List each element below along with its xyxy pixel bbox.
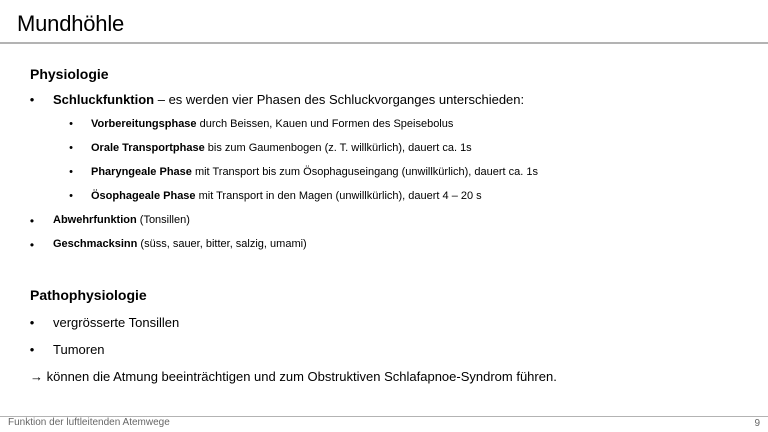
page-number: 9 [754, 418, 760, 429]
phase-term: Orale Transportphase [91, 142, 205, 154]
swallow-function-term: Schluckfunktion [53, 92, 155, 107]
phase-term: Vorbereitungsphase [91, 118, 197, 130]
defense-function-text: (Tonsillen) [136, 214, 190, 226]
pathology-item-text: Tumoren [53, 342, 105, 357]
bullet-marker: • [69, 166, 73, 178]
slide-title: Mundhöhle [17, 11, 125, 36]
phase-term: Ösophageale Phase [91, 190, 196, 202]
conclusion-line [30, 369, 557, 384]
bullet-marker: • [29, 214, 35, 228]
bullet-marker: • [29, 342, 35, 357]
phase-text: bis zum Gaumenbogen (z. T. willkürlich), dauert ca. 1s [204, 142, 472, 154]
phase-text: durch Beissen, Kauen und Formen des Speisebolus [196, 118, 454, 130]
taste-term: Geschmacksinn [53, 238, 138, 250]
footer-text: Funktion der luftleitenden Atemwege [8, 417, 170, 428]
bullet-marker: • [29, 92, 35, 107]
taste-text: (süss, sauer, bitter, salzig, umami) [137, 238, 307, 250]
arrow-right-icon: → [30, 369, 43, 384]
bullet-marker: • [29, 238, 35, 252]
defense-function-term: Abwehrfunktion [53, 214, 137, 226]
swallow-function-text: – es werden vier Phasen des Schluckvorganges unterschieden: [154, 92, 525, 107]
pathophysiology-heading: Pathophysiologie [30, 287, 147, 303]
bullet-marker: • [69, 190, 73, 202]
conclusion-text: können die Atmung beeinträchtigen und zum Obstruktiven Schlafapnoe-Syndrom führen. [43, 369, 557, 384]
bullet-marker: • [69, 142, 73, 154]
pathology-item-text: vergrösserte Tonsillen [53, 315, 180, 330]
phase-text: mit Transport in den Magen (unwillkürlich), dauert 4 – 20 s [195, 190, 482, 202]
phase-text: mit Transport bis zum Ösophaguseingang (unwillkürlich), dauert ca. 1s [191, 166, 538, 178]
title-divider [0, 42, 768, 44]
physiology-heading: Physiologie [30, 66, 109, 82]
bullet-marker: • [29, 315, 35, 330]
bullet-marker: • [69, 118, 73, 130]
phase-term: Pharyngeale Phase [91, 166, 192, 178]
